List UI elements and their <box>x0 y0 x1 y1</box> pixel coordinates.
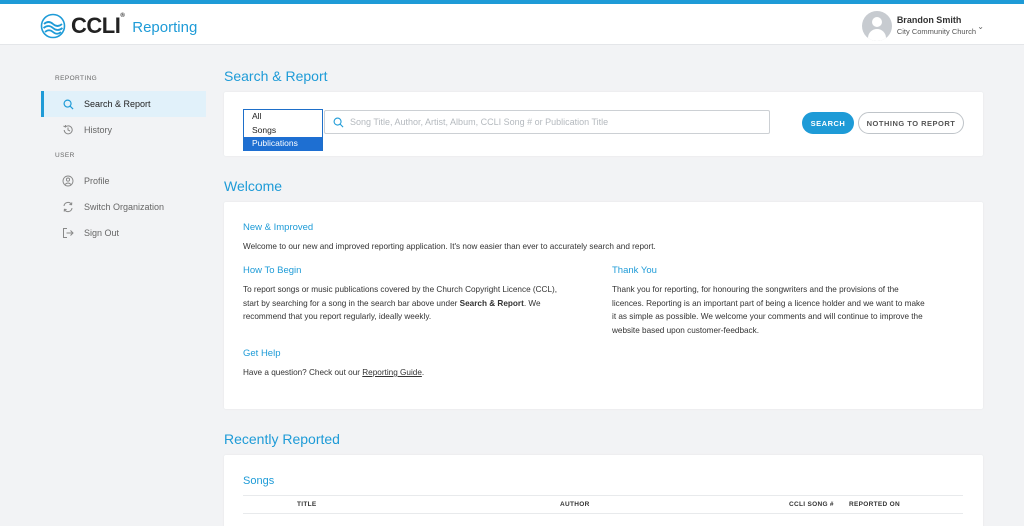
thank-you-heading: Thank You <box>612 265 657 276</box>
sidebar-item-profile[interactable] <box>41 168 206 194</box>
sidebar-item-label: Sign Out <box>84 228 120 238</box>
sidebar-section-user: USER <box>55 152 75 159</box>
recently-reported-title: Recently Reported <box>224 431 340 447</box>
logo-text: CCLI® <box>71 13 125 38</box>
user-name: Brandon Smith <box>896 15 962 25</box>
ccli-logo-icon <box>40 13 66 39</box>
sidebar-item-label: History <box>84 125 113 135</box>
sidebar-item-sign-out[interactable] <box>41 220 206 246</box>
profile-icon <box>61 174 75 188</box>
sidebar-item-label: Switch Organization <box>84 202 165 212</box>
ccli-logo[interactable] <box>40 12 197 40</box>
sidebar-item-search-report[interactable] <box>41 91 206 117</box>
avatar <box>862 11 892 41</box>
history-icon <box>61 123 75 137</box>
recent-songs-card <box>224 455 983 526</box>
search-icon <box>61 97 75 111</box>
column-header-reported-on[interactable]: REPORTED ON <box>849 501 900 508</box>
songs-heading: Songs <box>243 475 275 487</box>
sidebar-item-label: Profile <box>84 176 110 186</box>
table-divider <box>243 513 963 514</box>
reporting-guide-link[interactable]: Reporting Guide <box>362 368 422 377</box>
welcome-title: Welcome <box>224 178 283 194</box>
how-to-begin-text: To report songs or music publications covered by the Church Copyright Licence (CCL), start by searching for a song in the search bar above under Search & Report. We recommend that you report regularly, ideally weekly. <box>243 285 557 321</box>
new-improved-text: Welcome to our new and improved reporting application. It's now easier than ever to accurately search and report. <box>243 242 656 251</box>
column-header-author[interactable]: AUTHOR <box>560 501 590 508</box>
select-option-songs[interactable]: Songs <box>252 124 277 135</box>
sidebar-section-reporting: REPORTING <box>55 75 98 82</box>
select-option-all[interactable]: All <box>252 111 262 121</box>
chevron-down-icon: ⌄ <box>977 22 984 31</box>
search-report-title: Search & Report <box>224 68 328 84</box>
sidebar <box>0 46 208 526</box>
how-to-begin-heading: How To Begin <box>243 265 302 276</box>
get-help-text: Have a question? Check out our Reporting Guide. <box>243 368 425 377</box>
sidebar-item-history[interactable] <box>41 117 206 143</box>
sign-out-icon <box>61 226 75 240</box>
app-name: Reporting <box>132 19 198 36</box>
search-icon <box>333 117 344 128</box>
welcome-card <box>224 202 983 409</box>
search-input[interactable] <box>324 110 770 134</box>
switch-icon <box>61 200 75 214</box>
select-option-publications[interactable]: Publications <box>244 137 322 151</box>
user-org: City Community Church <box>896 27 976 36</box>
search-card <box>224 92 983 156</box>
search-type-select[interactable] <box>243 109 323 151</box>
user-menu[interactable] <box>862 11 984 41</box>
new-improved-heading: New & Improved <box>243 222 314 233</box>
column-header-title[interactable]: TITLE <box>297 501 317 508</box>
sidebar-item-label: Search & Report <box>84 99 151 109</box>
get-help-heading: Get Help <box>243 348 281 359</box>
search-placeholder: Song Title, Author, Artist, Album, CCLI Song # or Publication Title <box>350 117 609 127</box>
thank-you-text: Thank you for reporting, for honouring the songwriters and the provisions of the licences. Reporting is an important part of being a licence holder and we want to make it as simple as possible. We welcome your comments and will continue to improve the website based upon customer-feedback. <box>612 285 925 335</box>
top-bar <box>0 0 1024 45</box>
column-header-ccli-song[interactable]: CCLI SONG # <box>789 501 834 508</box>
nothing-to-report-button[interactable]: NOTHING TO REPORT <box>858 112 964 134</box>
table-divider <box>243 495 963 496</box>
sidebar-item-switch-organization[interactable] <box>41 194 206 220</box>
search-button[interactable]: SEARCH <box>802 112 854 134</box>
